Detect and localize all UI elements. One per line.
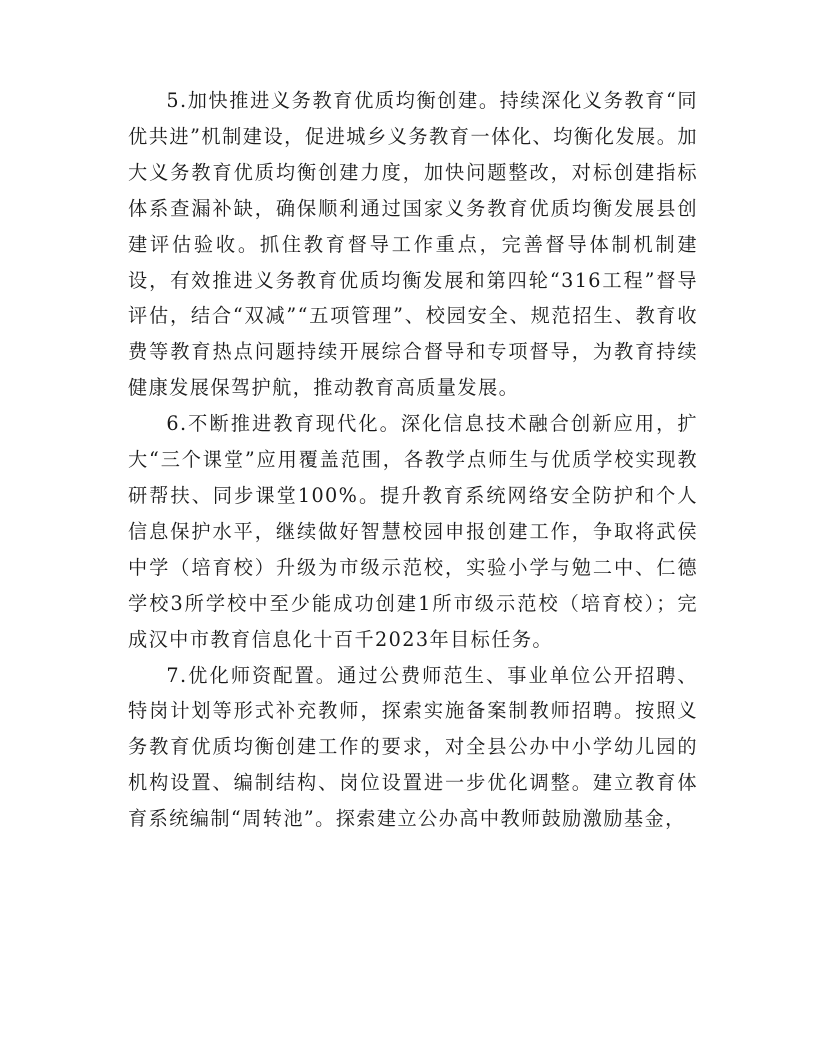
document-body — [128, 83, 698, 837]
paragraph-5-balanced-education: 5.加快推进义务教育优质均衡创建。持续深化义务教育“同优共进”机制建设，促进城乡义务教育一体化、均衡化发展。加大义务教育优质均衡创建力度，加快问题整改，对标创建指标体系查漏补缺，确保顺利通过国家义务教育优质均衡发展县创建评估验收。抓住教育督导工作重点，完善督导体制机制建设，有效推进义务教育优质均衡发展和第四轮“316工程”督导评估，结合“双减”“五项管理”、校园安全、规范招生、教育收费等教育热点问题持续开展综合督导和专项督导，为教育持续健康发展保驾护航，推动教育高质量发展。 — [128, 89, 698, 400]
paragraph-6-education-modernization: 6.不断推进教育现代化。深化信息技术融合创新应用，扩大“三个课堂”应用覆盖范围，各教学点师生与优质学校实现教研帮扶、同步课堂100%。提升教育系统网络安全防护和个人信息保护水平，继续做好智慧校园申报创建工作，争取将武侯中学（培育校）升级为市级示范校，实验小学与勉二中、仁德学校3所学校中至少能成功创建1所市级示范校（培育校）；完成汉中市教育信息化十百千2023年目标任务。 — [128, 412, 698, 651]
paragraph-7-teacher-allocation: 7.优化师资配置。通过公费师范生、事业单位公开招聘、特岗计划等形式补充教师，探索实施备案制教师招聘。按照义务教育优质均衡创建工作的要求，对全县公办中小学幼儿园的机构设置、编制结构、岗位设置进一步优化调整。建立教育体育系统编制“周转池”。探索建立公办高中教师鼓励激励基金， — [128, 663, 698, 831]
